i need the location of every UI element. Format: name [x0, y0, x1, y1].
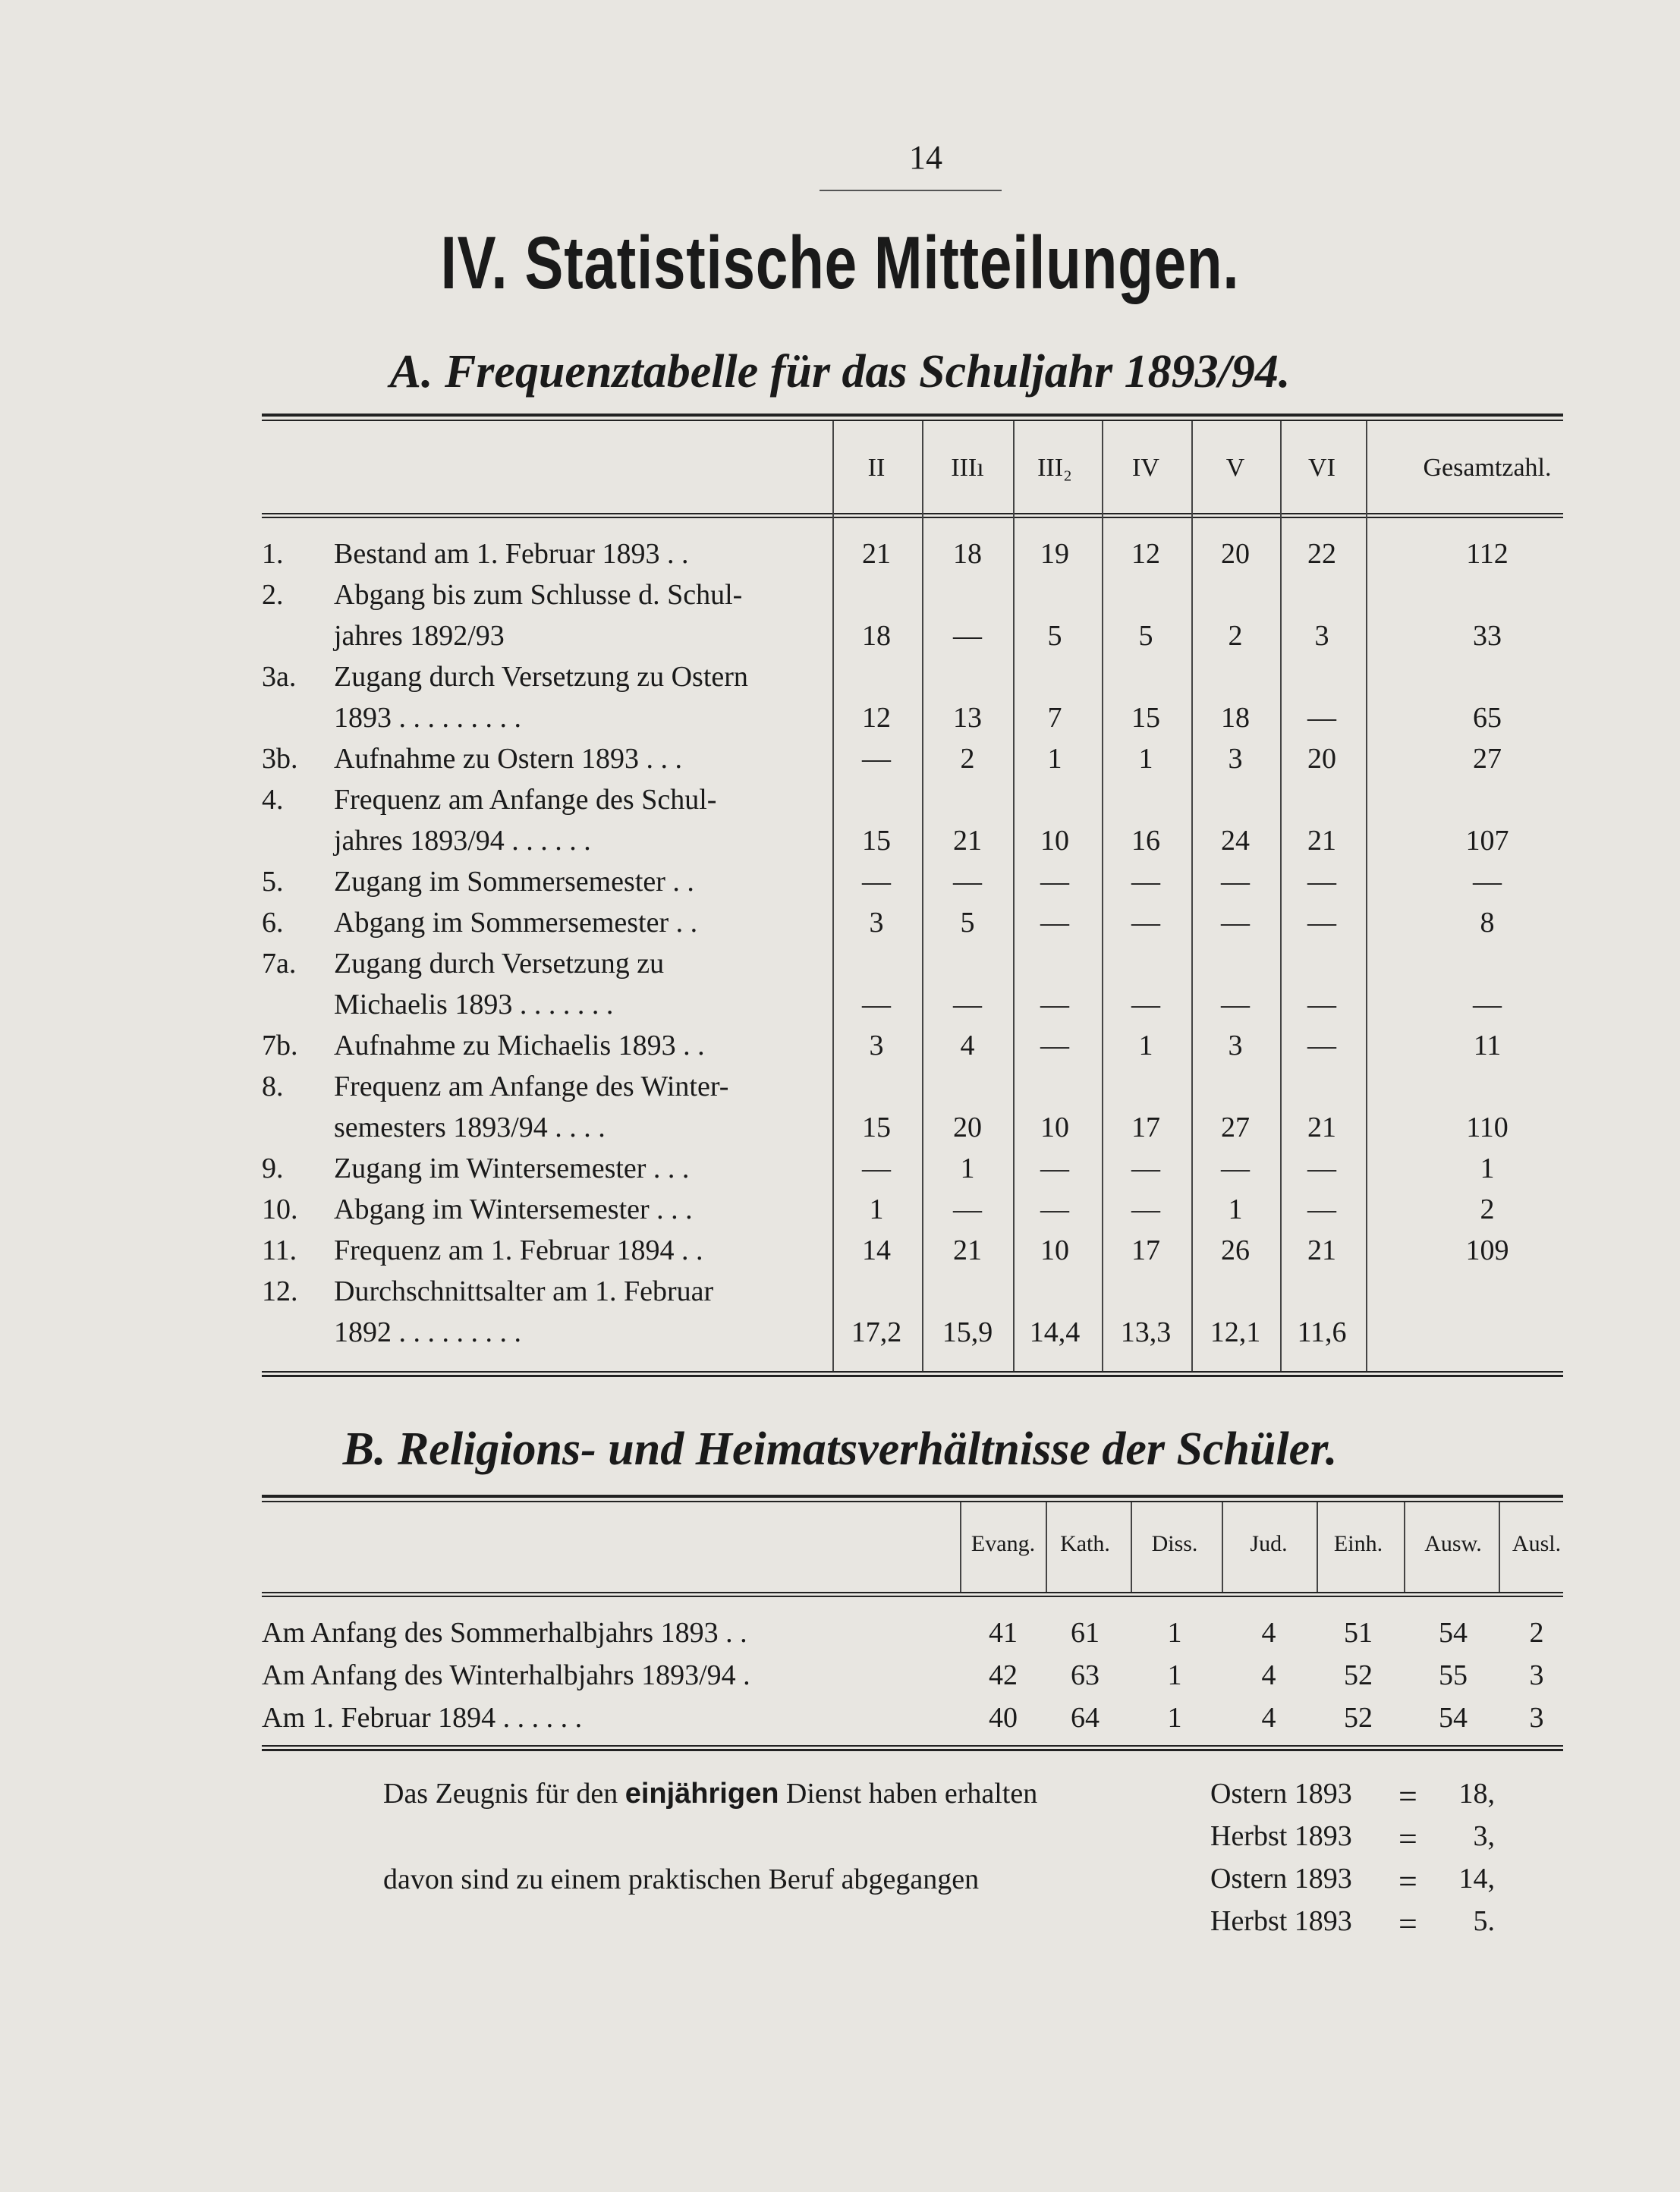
table-b-column-header: Diss.: [1151, 1531, 1198, 1556]
table-a-value: —: [1473, 866, 1502, 898]
table-a-value: 17: [1131, 1112, 1160, 1143]
table-a-row-number: 3b.: [262, 743, 298, 775]
table-b-value: 3: [1529, 1659, 1544, 1691]
table-a-value: 15,9: [942, 1316, 993, 1348]
table-a-value: 112: [1466, 538, 1509, 570]
table-b-column-header: Jud.: [1250, 1531, 1288, 1556]
table-a-value: —: [1040, 1193, 1069, 1225]
table-a-value: —: [953, 989, 982, 1021]
table-a-column-header: III₂: [1037, 454, 1072, 482]
table-a-value: 15: [1131, 702, 1160, 734]
table-b-top-rule-thin: [262, 1501, 1563, 1502]
table-a-value: 18: [953, 538, 982, 570]
table-a-row-label: jahres 1892/93: [334, 620, 505, 652]
section-b-title: B. Religions- und Heimatsverhältnisse der Schüler.: [342, 1423, 1338, 1475]
table-a-row-label: Michaelis 1893 . . . . . . .: [334, 989, 614, 1021]
table-b-value: 61: [1071, 1617, 1100, 1649]
table-a-column-divider: [922, 421, 923, 1371]
table-a-value: —: [1221, 1153, 1250, 1184]
footer-equals: =: [1398, 1820, 1417, 1857]
footer-term: Herbst 1893: [1210, 1820, 1352, 1852]
table-a-row-number: 4.: [262, 784, 284, 816]
table-a-value: 11,6: [1297, 1316, 1347, 1348]
table-a-value: 21: [1307, 825, 1336, 857]
table-a-value: 21: [862, 538, 891, 570]
table-a-value: 1: [869, 1193, 884, 1225]
table-a-row-number: 10.: [262, 1193, 298, 1225]
table-a-value: 3: [869, 1030, 884, 1061]
table-a-value: 1: [960, 1153, 975, 1184]
table-a-row-label: semesters 1893/94 . . . .: [334, 1112, 606, 1143]
footer-line-1: [383, 1777, 1037, 1810]
table-b-column-divider: [1404, 1502, 1405, 1592]
table-a-row-number: 5.: [262, 866, 284, 898]
table-a-value: 5: [1047, 620, 1062, 652]
footer-line-1-pre: Das Zeugnis für den: [383, 1778, 618, 1810]
table-a-row-label: Aufnahme zu Ostern 1893 . . .: [334, 743, 683, 775]
table-b-row-label: Am 1. Februar 1894 . . . . . .: [262, 1702, 583, 1734]
table-a-value: —: [1131, 907, 1160, 939]
table-a-value: 8: [1480, 907, 1495, 939]
table-a-value: 3: [1228, 1030, 1243, 1061]
table-a-value: 13: [953, 702, 982, 734]
table-a-value: 10: [1040, 1112, 1069, 1143]
table-b-value: 40: [989, 1702, 1018, 1734]
table-a-value: 20: [1307, 743, 1336, 775]
table-a-value: 17,2: [851, 1316, 902, 1348]
table-a-value: —: [953, 1193, 982, 1225]
table-b-column-header: Kath.: [1060, 1531, 1110, 1556]
table-b-bottom-rule-thin: [262, 1745, 1563, 1747]
table-a-value: 10: [1040, 825, 1069, 857]
table-a-value: 21: [953, 1234, 982, 1266]
table-b-header-rule: [262, 1592, 1563, 1593]
table-a-value: 1: [1047, 743, 1062, 775]
table-a-row-label: jahres 1893/94 . . . . . .: [334, 825, 591, 857]
table-a-row-label: 1893 . . . . . . . . .: [334, 702, 521, 734]
table-a-value: —: [1221, 907, 1250, 939]
table-a-column-header: IV: [1132, 454, 1159, 482]
table-a-row-label: Abgang im Wintersemester . . .: [334, 1193, 693, 1225]
table-b-column-header: Evang.: [971, 1531, 1036, 1556]
footer-line-1-bold: einjährigen: [624, 1778, 779, 1810]
table-a-value: 1: [1228, 1193, 1243, 1225]
table-a-top-rule-thin: [262, 420, 1563, 421]
footer-equals: =: [1398, 1778, 1417, 1815]
table-b-value: 1: [1167, 1659, 1182, 1691]
footer-value: 3,: [1473, 1820, 1495, 1852]
table-a-value: —: [1307, 1193, 1336, 1225]
table-a-value: 18: [862, 620, 891, 652]
table-a-value: 21: [1307, 1234, 1336, 1266]
table-a-value: 110: [1466, 1112, 1509, 1143]
page-number: 14: [909, 139, 942, 176]
table-a-value: 5: [1138, 620, 1153, 652]
table-a-value: 1: [1480, 1153, 1495, 1184]
table-a-value: 107: [1465, 825, 1509, 857]
table-a-value: 19: [1040, 538, 1069, 570]
table-a-value: 4: [960, 1030, 975, 1061]
table-a-column-divider: [1191, 421, 1193, 1371]
table-a-value: 1: [1138, 1030, 1153, 1061]
table-a-value: 12: [1131, 538, 1160, 570]
table-a-row-label: Abgang bis zum Schlusse d. Schul-: [334, 579, 743, 611]
table-b-column-header: Ausl.: [1512, 1531, 1562, 1556]
table-a-value: 2: [1480, 1193, 1495, 1225]
table-a-row-label: Durchschnittsalter am 1. Februar: [334, 1275, 714, 1307]
footer-value: 18,: [1458, 1778, 1495, 1810]
table-a-row-label: Zugang durch Versetzung zu: [334, 948, 665, 980]
table-a-value: —: [1307, 866, 1336, 898]
footer-line-1-post: Dienst haben erhalten: [785, 1778, 1038, 1810]
table-a-value: 7: [1047, 702, 1062, 734]
table-a-value: 17: [1131, 1234, 1160, 1266]
footer-equals: =: [1398, 1905, 1417, 1942]
table-b-value: 54: [1439, 1702, 1468, 1734]
table-a-value: 20: [1221, 538, 1250, 570]
footer-line-2: davon sind zu einem praktischen Beruf abgegangen: [383, 1863, 980, 1895]
table-a-row-label: 1892 . . . . . . . . .: [334, 1316, 521, 1348]
table-b-value: 54: [1439, 1617, 1468, 1649]
table-a-value: 3: [1228, 743, 1243, 775]
table-a-row-number: 7a.: [262, 948, 297, 980]
footer-term: Ostern 1893: [1210, 1863, 1352, 1895]
table-b-row-label: Am Anfang des Sommerhalbjahrs 1893 . .: [262, 1617, 747, 1649]
footer-term: Herbst 1893: [1210, 1905, 1352, 1937]
table-a-bottom-rule-thin: [262, 1371, 1563, 1373]
table-a-row-label: Frequenz am 1. Februar 1894 . .: [334, 1234, 703, 1266]
table-b-value: 1: [1167, 1702, 1182, 1734]
table-a-row-number: 8.: [262, 1071, 284, 1102]
table-a-value: 11: [1473, 1030, 1502, 1061]
table-a-value: —: [1307, 907, 1336, 939]
table-a-row-label: Zugang durch Versetzung zu Ostern: [334, 661, 748, 693]
table-a-column-header: Gesamtzahl.: [1423, 454, 1552, 482]
table-a-value: 33: [1473, 620, 1502, 652]
table-b-value: 41: [989, 1617, 1018, 1649]
table-a-value: —: [1473, 989, 1502, 1021]
table-a-row-number: 3a.: [262, 661, 297, 693]
table-a-column-divider: [832, 421, 834, 1371]
table-b-value: 42: [989, 1659, 1018, 1691]
table-a-value: —: [1131, 866, 1160, 898]
table-a-top-rule: [262, 414, 1563, 417]
footer-equals: =: [1398, 1863, 1417, 1900]
table-a-row-label: Abgang im Sommersemester . .: [334, 907, 698, 939]
table-a-row-label: Aufnahme zu Michaelis 1893 . .: [334, 1030, 705, 1061]
table-a-value: 27: [1221, 1112, 1250, 1143]
table-a-value: 10: [1040, 1234, 1069, 1266]
table-b-column-header: Ausw.: [1424, 1531, 1482, 1556]
table-a-value: 15: [862, 825, 891, 857]
table-a-value: —: [1307, 1030, 1336, 1061]
table-b-value: 4: [1261, 1659, 1276, 1691]
table-a-value: 3: [1314, 620, 1329, 652]
table-a-value: 16: [1131, 825, 1160, 857]
table-a-value: —: [1131, 1193, 1160, 1225]
table-a-value: —: [1221, 866, 1250, 898]
table-a-value: 21: [953, 825, 982, 857]
table-a-value: —: [1040, 1153, 1069, 1184]
table-a-value: —: [1040, 989, 1069, 1021]
table-a-value: 14,4: [1029, 1316, 1081, 1348]
table-a-value: —: [953, 866, 982, 898]
table-a-value: —: [862, 866, 891, 898]
table-b-value: 1: [1167, 1617, 1182, 1649]
table-a-value: 15: [862, 1112, 891, 1143]
footer-value: 5.: [1473, 1905, 1495, 1937]
table-a-value: —: [862, 743, 891, 775]
table-a-row-number: 7b.: [262, 1030, 298, 1061]
table-a-row-number: 9.: [262, 1153, 284, 1184]
table-a-column-header: V: [1225, 454, 1245, 482]
page-number-rule: [820, 190, 1002, 191]
table-a-column-divider: [1366, 421, 1367, 1371]
table-a-value: —: [1040, 1030, 1069, 1061]
table-a-value: 5: [960, 907, 975, 939]
table-a-value: 26: [1221, 1234, 1250, 1266]
table-a-value: —: [1131, 989, 1160, 1021]
table-a-value: 109: [1465, 1234, 1509, 1266]
table-a-value: —: [1040, 866, 1069, 898]
table-a-value: 2: [960, 743, 975, 775]
table-a-value: 12,1: [1210, 1316, 1261, 1348]
table-a-row-label: Frequenz am Anfange des Winter-: [334, 1071, 729, 1102]
footer-value: 14,: [1458, 1863, 1495, 1895]
table-b-top-rule: [262, 1495, 1563, 1498]
main-title: IV. Statistische Mitteilungen.: [440, 221, 1240, 304]
table-a-row-number: 6.: [262, 907, 284, 939]
table-a-value: 24: [1221, 825, 1250, 857]
table-a-value: —: [862, 989, 891, 1021]
section-a-title: A. Frequenztabelle für das Schuljahr 1893/94.: [389, 346, 1291, 398]
table-b-value: 55: [1439, 1659, 1468, 1691]
table-a-value: 21: [1307, 1112, 1336, 1143]
table-b-value: 2: [1529, 1617, 1544, 1649]
table-a-value: —: [1307, 989, 1336, 1021]
table-a-value: 1: [1138, 743, 1153, 775]
table-a-value: —: [1307, 702, 1336, 734]
table-a-value: —: [953, 620, 982, 652]
table-a-value: —: [862, 1153, 891, 1184]
table-a-column-header: VI: [1308, 454, 1336, 482]
table-b-value: 51: [1344, 1617, 1373, 1649]
table-a-row-number: 12.: [262, 1275, 298, 1307]
table-a-value: 3: [869, 907, 884, 939]
table-a-row-label: Zugang im Wintersemester . . .: [334, 1153, 690, 1184]
table-a-value: —: [1221, 989, 1250, 1021]
table-a-value: 12: [862, 702, 891, 734]
table-b-value: 4: [1261, 1617, 1276, 1649]
table-a-column-header: IIIı: [951, 454, 984, 482]
table-a-value: 13,3: [1120, 1316, 1172, 1348]
table-a-value: —: [1307, 1153, 1336, 1184]
table-a-row-number: 11.: [262, 1234, 297, 1266]
table-a-value: —: [1040, 907, 1069, 939]
table-a-value: 18: [1221, 702, 1250, 734]
table-b-value: 3: [1529, 1702, 1544, 1734]
table-b-column-header: Einh.: [1333, 1531, 1383, 1556]
table-b-value: 63: [1071, 1659, 1100, 1691]
table-a-row-label: Zugang im Sommersemester . .: [334, 866, 694, 898]
table-a-column-header: II: [867, 454, 886, 482]
table-b-header-rule-thin: [262, 1596, 1563, 1597]
table-a-column-divider: [1102, 421, 1103, 1371]
table-a-value: 2: [1228, 620, 1243, 652]
table-b-value: 52: [1344, 1659, 1373, 1691]
table-a-bottom-rule: [262, 1375, 1563, 1377]
table-a-header-rule-thin: [262, 517, 1563, 518]
footer-term: Ostern 1893: [1210, 1778, 1352, 1810]
table-b-bottom-rule: [262, 1749, 1563, 1751]
table-a-row-label: Bestand am 1. Februar 1893 . .: [334, 538, 689, 570]
table-b-value: 52: [1344, 1702, 1373, 1734]
table-b-row-label: Am Anfang des Winterhalbjahrs 1893/94 .: [262, 1659, 750, 1691]
table-a-value: 22: [1307, 538, 1336, 570]
table-a-value: 14: [862, 1234, 891, 1266]
table-a-header-rule: [262, 513, 1563, 514]
table-a-row-number: 1.: [262, 538, 284, 570]
table-a-value: 20: [953, 1112, 982, 1143]
table-a-value: —: [1131, 1153, 1160, 1184]
table-b-value: 4: [1261, 1702, 1276, 1734]
table-a-value: 65: [1473, 702, 1502, 734]
table-a-value: 27: [1473, 743, 1502, 775]
table-b-value: 64: [1071, 1702, 1100, 1734]
table-a-row-label: Frequenz am Anfange des Schul-: [334, 784, 717, 816]
table-a-row-number: 2.: [262, 579, 284, 611]
